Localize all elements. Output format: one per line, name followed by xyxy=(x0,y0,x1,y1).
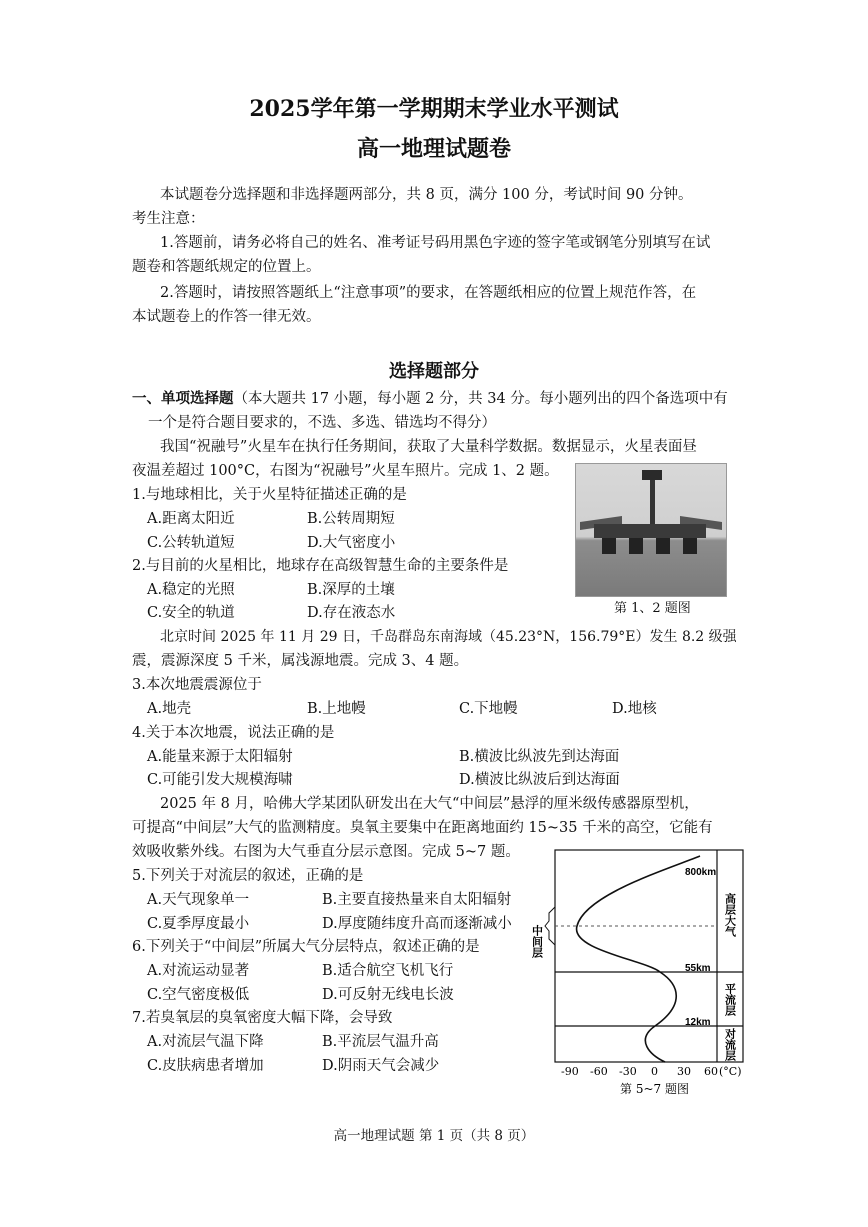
q1-option-a: A.距离太阳近 xyxy=(147,511,235,527)
q6-option-d: D.可反射无线电长波 xyxy=(322,987,454,1003)
atmosphere-diagram xyxy=(525,845,755,1095)
notice-label: 考生注意： xyxy=(132,211,205,227)
material3-line1: 2025 年 8 月，哈佛大学某团队研发出在大气“中间层”悬浮的厘米级传感器原型机， xyxy=(160,796,699,812)
exam-title: 2025学年第一学期期末学业水平测试 xyxy=(249,96,619,122)
material1-line1: 我国“祝融号”火星车在执行任务期间，获取了大量科学数据。数据显示，火星表面昼 xyxy=(160,439,697,455)
part1-label: 一、单项选择题 xyxy=(132,390,234,407)
q3-option-a: A.地壳 xyxy=(147,701,192,717)
q4-option-a: A.能量来源于太阳辐射 xyxy=(147,749,293,765)
material1-line2: 夜温差超过 100°C，右图为“祝融号”火星车照片。完成 1、2 题。 xyxy=(132,463,559,479)
q2-option-a: A.稳定的光照 xyxy=(147,582,235,598)
rover-body xyxy=(594,524,706,538)
rover-camera xyxy=(642,470,662,480)
label-800km: 800km xyxy=(685,867,717,878)
q2-stem: 2.与目前的火星相比，地球存在高级智慧生命的主要条件是 xyxy=(132,558,509,574)
note2-b: 本试题卷上的作答一律无效。 xyxy=(132,309,321,325)
note1-a: 1.答题前，请务必将自己的姓名、准考证号码用黑色字迹的签字笔或钢笔分别填写在试 xyxy=(160,235,711,251)
rover-wheels xyxy=(602,538,698,554)
q7-stem: 7.若臭氧层的臭氧密度大幅下降，会导致 xyxy=(132,1010,393,1026)
tick-label: -90 xyxy=(561,1065,579,1078)
mesosphere-bracket xyxy=(545,907,555,945)
material3-line3: 效吸收紫外线。右图为大气垂直分层示意图。完成 5~7 题。 xyxy=(132,844,520,860)
layer-stratosphere: 平流层 xyxy=(723,983,737,1016)
tick-label: -30 xyxy=(619,1065,637,1078)
q1-stem: 1.与地球相比，关于火星特征描述正确的是 xyxy=(132,487,407,503)
q5-stem: 5.下列关于对流层的叙述，正确的是 xyxy=(132,868,364,884)
q3-option-d: D.地核 xyxy=(612,701,657,717)
section-title: 选择题部分 xyxy=(389,361,479,382)
note2-a: 2.答题时，请按照答题纸上“注意事项”的要求，在答题纸相应的位置上规范作答，在 xyxy=(160,285,697,301)
exam-subtitle: 高一地理试题卷 xyxy=(356,136,511,162)
q4-option-d: D.横波比纵波后到达海面 xyxy=(459,772,620,788)
q2-option-d: D.存在液态水 xyxy=(307,605,396,621)
tick-label: 0 xyxy=(651,1065,658,1078)
q5-option-b: B.主要直接热量来自太阳辐射 xyxy=(322,892,512,908)
q6-option-b: B.适合航空飞机飞行 xyxy=(322,963,454,979)
q4-option-b: B.横波比纵波先到达海面 xyxy=(459,749,620,765)
tick-label: 30 xyxy=(677,1065,691,1078)
rover-mast xyxy=(650,478,655,526)
q6-option-c: C.空气密度极低 xyxy=(147,987,250,1003)
mars-rover-photo xyxy=(575,463,727,597)
intro-line: 本试题卷分选择题和非选择题两部分，共 8 页，满分 100 分，考试时间 90 分钟。 xyxy=(160,187,693,203)
q5-option-c: C.夏季厚度最小 xyxy=(147,916,250,932)
label-12km: 12km xyxy=(685,1017,711,1028)
part1-desc: （本大题共 17 小题，每小题 2 分，共 34 分。每小题列出的四个备选项中有 xyxy=(233,391,728,407)
label-55km: 55km xyxy=(685,963,711,974)
part1-heading xyxy=(132,389,728,409)
layer-high-atmosphere: 高层大气 xyxy=(723,893,737,937)
q3-option-c: C.下地幔 xyxy=(459,701,518,717)
q1-option-d: D.大气密度小 xyxy=(307,535,396,551)
q1-option-c: C.公转轨道短 xyxy=(147,535,235,551)
q6-stem: 6.下列关于“中间层”所属大气分层特点，叙述正确的是 xyxy=(132,939,480,955)
q4-option-c: C.可能引发大规模海啸 xyxy=(147,772,293,788)
q1-option-b: B.公转周期短 xyxy=(307,511,395,527)
q7-option-a: A.对流层气温下降 xyxy=(147,1034,264,1050)
layer-mesosphere: 中间层 xyxy=(530,925,544,958)
photo-caption: 第 1、2 题图 xyxy=(614,601,691,616)
layer-troposphere: 对流层 xyxy=(723,1028,737,1061)
q6-option-a: A.对流运动显著 xyxy=(147,963,250,979)
x-axis-ticks xyxy=(561,1065,742,1078)
tick-label: -60 xyxy=(590,1065,608,1078)
figure-caption: 第 5~7 题图 xyxy=(620,1082,689,1095)
q5-option-d: D.厚度随纬度升高而逐渐减小 xyxy=(322,916,512,932)
note1-b: 题卷和答题纸规定的位置上。 xyxy=(132,259,321,275)
q5-option-a: A.天气现象单一 xyxy=(147,892,250,908)
q2-option-c: C.安全的轨道 xyxy=(147,605,235,621)
temperature-curve xyxy=(577,856,700,1062)
part1-desc-b: 一个是符合题目要求的，不选、多选、错选均不得分） xyxy=(148,415,496,431)
q4-stem: 4.关于本次地震，说法正确的是 xyxy=(132,725,335,741)
q7-option-b: B.平流层气温升高 xyxy=(322,1034,439,1050)
q7-option-d: D.阴雨天气会减少 xyxy=(322,1058,440,1074)
q3-option-b: B.上地幔 xyxy=(307,701,366,717)
axis-unit: (°C) xyxy=(719,1065,742,1078)
q7-option-c: C.皮肤病患者增加 xyxy=(147,1058,264,1074)
page-footer: 高一地理试题 第 1 页（共 8 页） xyxy=(333,1128,535,1144)
q3-stem: 3.本次地震震源位于 xyxy=(132,677,262,693)
material2-line2: 震，震源深度 5 千米，属浅源地震。完成 3、4 题。 xyxy=(132,653,469,669)
q2-option-b: B.深厚的土壤 xyxy=(307,582,395,598)
tick-label: 60 xyxy=(704,1065,718,1078)
material3-line2: 可提高“中间层”大气的监测精度。臭氧主要集中在距离地面约 15~35 千米的高空，它能有 xyxy=(132,820,713,836)
material2-line1: 北京时间 2025 年 11 月 29 日，千岛群岛东南海域（45.23°N，156.79°E）发生 8.2 级强 xyxy=(160,629,737,645)
